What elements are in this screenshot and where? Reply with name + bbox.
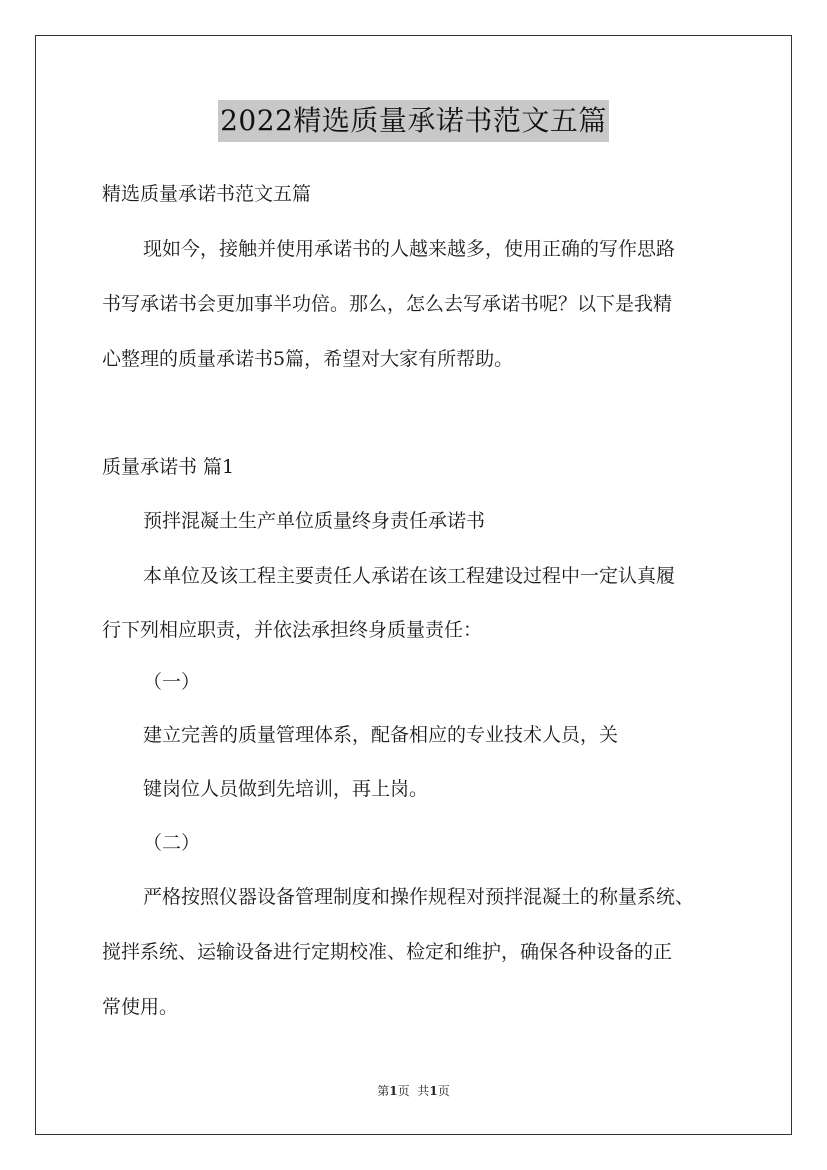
paragraph-line: 心整理的质量承诺书5篇，希望对大家有所帮助。 — [102, 348, 514, 370]
paragraph-line: 书写承诺书会更加事半功倍。那么，怎么去写承诺书呢？以下是我精 — [102, 293, 673, 315]
page-footer — [0, 1083, 827, 1099]
paragraph-line: 行下列相应职责，并依法承担终身质量责任： — [102, 619, 483, 641]
paragraph-line: 本单位及该工程主要责任人承诺在该工程建设过程中一定认真履 — [143, 565, 676, 587]
footer-total-prefix: 共 — [417, 1084, 430, 1098]
footer-total-number: 1 — [429, 1084, 438, 1098]
document-title: 2022精选质量承诺书范文五篇 — [218, 100, 609, 142]
list-marker: （二） — [143, 832, 201, 854]
footer-page-suffix: 页 — [397, 1084, 410, 1098]
paragraph-line: 预拌混凝土生产单位质量终身责任承诺书 — [143, 510, 486, 532]
footer-page-prefix: 第 — [377, 1084, 390, 1098]
paragraph-line: 键岗位人员做到先培训，再上岗。 — [143, 778, 429, 800]
paragraph-line: 建立完善的质量管理体系，配备相应的专业技术人员，关 — [143, 724, 619, 746]
footer-page-number: 1 — [389, 1084, 398, 1098]
paragraph-line: 常使用。 — [102, 996, 179, 1018]
footer-total-suffix: 页 — [437, 1084, 450, 1098]
subtitle-line: 精选质量承诺书范文五篇 — [102, 183, 312, 205]
paragraph-line: 严格按照仪器设备管理制度和操作规程对预拌混凝土的称量系统、 — [143, 886, 695, 908]
paragraph-line: 现如今，接触并使用承诺书的人越来越多，使用正确的写作思路 — [143, 238, 676, 260]
list-marker: （一） — [143, 671, 201, 693]
title-container — [0, 100, 827, 142]
section-heading: 质量承诺书 篇1 — [102, 456, 235, 478]
paragraph-line: 搅拌系统、运输设备进行定期校准、检定和维护，确保各种设备的正 — [102, 941, 673, 963]
